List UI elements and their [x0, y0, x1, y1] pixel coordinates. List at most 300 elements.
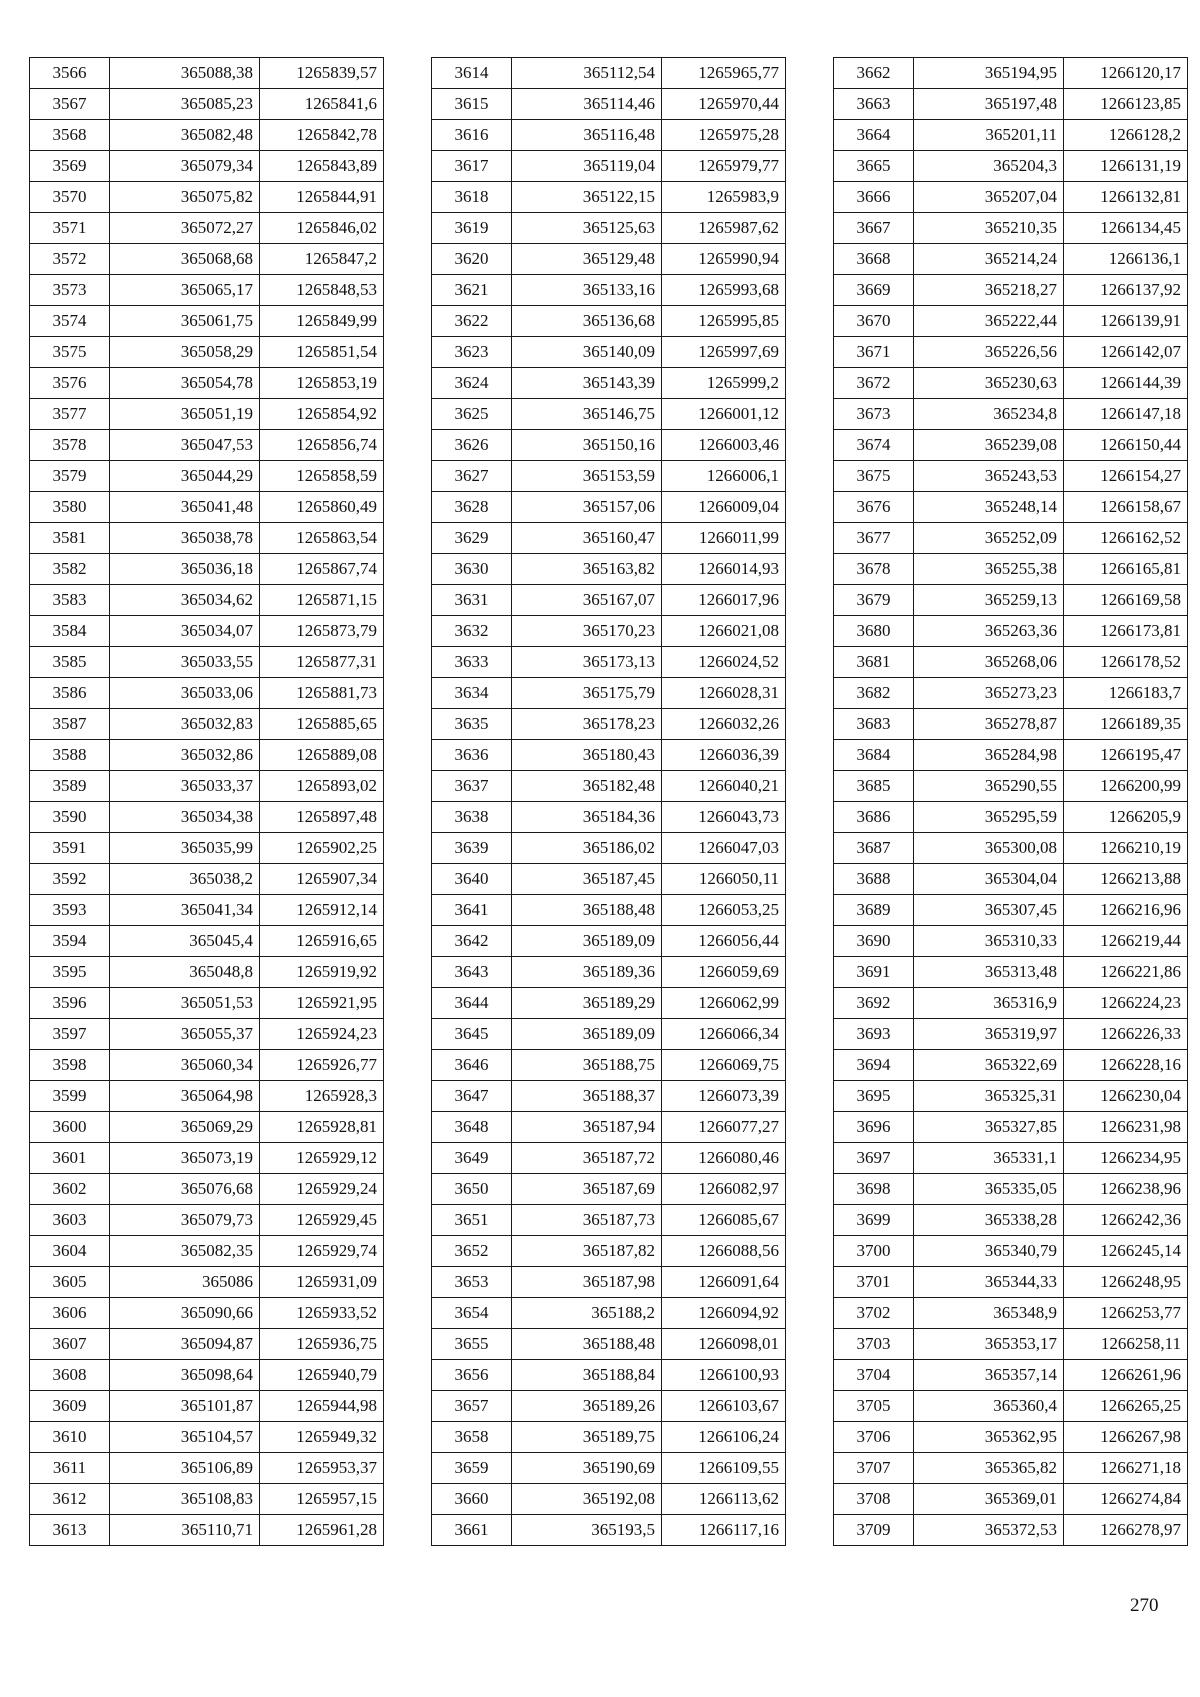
table-row [834, 368, 1188, 399]
y-coordinate-cell: 1266147,18 [1064, 399, 1188, 430]
table-row [432, 368, 786, 399]
table-row [30, 554, 384, 585]
page-number: 270 [1130, 1595, 1159, 1616]
y-coordinate-cell: 1266226,33 [1064, 1019, 1188, 1050]
table-row [30, 1391, 384, 1422]
y-coordinate-cell: 1265929,45 [260, 1205, 384, 1236]
table-row [432, 895, 786, 926]
y-coordinate-cell: 1265983,9 [662, 182, 786, 213]
y-coordinate-cell: 1266036,39 [662, 740, 786, 771]
table-row [30, 895, 384, 926]
x-coordinate-cell: 365069,29 [110, 1112, 260, 1143]
point-number-cell: 3688 [834, 864, 914, 895]
x-coordinate-cell: 365051,53 [110, 988, 260, 1019]
y-coordinate-cell: 1266001,12 [662, 399, 786, 430]
x-coordinate-cell: 365348,9 [914, 1298, 1064, 1329]
table-row [834, 120, 1188, 151]
x-coordinate-cell: 365338,28 [914, 1205, 1064, 1236]
table-row [432, 430, 786, 461]
point-number-cell: 3660 [432, 1484, 512, 1515]
x-coordinate-cell: 365218,27 [914, 275, 1064, 306]
point-number-cell: 3625 [432, 399, 512, 430]
y-coordinate-cell: 1266021,08 [662, 616, 786, 647]
y-coordinate-cell: 1265957,15 [260, 1484, 384, 1515]
point-number-cell: 3655 [432, 1329, 512, 1360]
point-number-cell: 3567 [30, 89, 110, 120]
table-row [432, 1360, 786, 1391]
table-row [432, 554, 786, 585]
y-coordinate-cell: 1265931,09 [260, 1267, 384, 1298]
point-number-cell: 3653 [432, 1267, 512, 1298]
y-coordinate-cell: 1265990,94 [662, 244, 786, 275]
table-row [432, 988, 786, 1019]
table-row [432, 244, 786, 275]
point-number-cell: 3685 [834, 771, 914, 802]
x-coordinate-cell: 365065,17 [110, 275, 260, 306]
y-coordinate-cell: 1265926,77 [260, 1050, 384, 1081]
x-coordinate-cell: 365187,45 [512, 864, 662, 895]
y-coordinate-cell: 1266120,17 [1064, 58, 1188, 89]
x-coordinate-cell: 365175,79 [512, 678, 662, 709]
table-row [432, 864, 786, 895]
point-number-cell: 3704 [834, 1360, 914, 1391]
table-row [30, 1019, 384, 1050]
y-coordinate-cell: 1266189,35 [1064, 709, 1188, 740]
y-coordinate-cell: 1265885,65 [260, 709, 384, 740]
x-coordinate-cell: 365188,84 [512, 1360, 662, 1391]
x-coordinate-cell: 365146,75 [512, 399, 662, 430]
point-number-cell: 3682 [834, 678, 914, 709]
x-coordinate-cell: 365230,63 [914, 368, 1064, 399]
y-coordinate-cell: 1265970,44 [662, 89, 786, 120]
table-row [834, 523, 1188, 554]
y-coordinate-cell: 1266032,26 [662, 709, 786, 740]
point-number-cell: 3663 [834, 89, 914, 120]
table-row [432, 926, 786, 957]
y-coordinate-cell: 1266080,46 [662, 1143, 786, 1174]
point-number-cell: 3590 [30, 802, 110, 833]
table-row [432, 1484, 786, 1515]
y-coordinate-cell: 1266137,92 [1064, 275, 1188, 306]
table-row [30, 1236, 384, 1267]
x-coordinate-cell: 365157,06 [512, 492, 662, 523]
table-row [30, 492, 384, 523]
y-coordinate-cell: 1266014,93 [662, 554, 786, 585]
table-row [30, 1298, 384, 1329]
y-coordinate-cell: 1266011,99 [662, 523, 786, 554]
table-row [834, 1019, 1188, 1050]
x-coordinate-cell: 365189,09 [512, 926, 662, 957]
point-number-cell: 3601 [30, 1143, 110, 1174]
x-coordinate-cell: 365038,78 [110, 523, 260, 554]
table-row [432, 337, 786, 368]
y-coordinate-cell: 1266113,62 [662, 1484, 786, 1515]
table-row [834, 895, 1188, 926]
x-coordinate-cell: 365187,69 [512, 1174, 662, 1205]
point-number-cell: 3586 [30, 678, 110, 709]
y-coordinate-cell: 1266062,99 [662, 988, 786, 1019]
point-number-cell: 3706 [834, 1422, 914, 1453]
table-row [834, 1174, 1188, 1205]
table-row [432, 523, 786, 554]
x-coordinate-cell: 365243,53 [914, 461, 1064, 492]
point-number-cell: 3621 [432, 275, 512, 306]
x-coordinate-cell: 365193,5 [512, 1515, 662, 1546]
table-row [30, 740, 384, 771]
point-number-cell: 3584 [30, 616, 110, 647]
x-coordinate-cell: 365122,15 [512, 182, 662, 213]
y-coordinate-cell: 1266139,91 [1064, 306, 1188, 337]
y-coordinate-cell: 1266228,16 [1064, 1050, 1188, 1081]
y-coordinate-cell: 1266085,67 [662, 1205, 786, 1236]
x-coordinate-cell: 365079,73 [110, 1205, 260, 1236]
point-number-cell: 3635 [432, 709, 512, 740]
x-coordinate-cell: 365360,4 [914, 1391, 1064, 1422]
x-coordinate-cell: 365167,07 [512, 585, 662, 616]
y-coordinate-cell: 1266024,52 [662, 647, 786, 678]
y-coordinate-cell: 1265953,37 [260, 1453, 384, 1484]
point-number-cell: 3651 [432, 1205, 512, 1236]
point-number-cell: 3619 [432, 213, 512, 244]
y-coordinate-cell: 1265871,15 [260, 585, 384, 616]
point-number-cell: 3585 [30, 647, 110, 678]
y-coordinate-cell: 1266261,96 [1064, 1360, 1188, 1391]
point-number-cell: 3633 [432, 647, 512, 678]
table-row [834, 833, 1188, 864]
point-number-cell: 3664 [834, 120, 914, 151]
y-coordinate-cell: 1265965,77 [662, 58, 786, 89]
point-number-cell: 3654 [432, 1298, 512, 1329]
x-coordinate-cell: 365034,62 [110, 585, 260, 616]
point-number-cell: 3669 [834, 275, 914, 306]
point-number-cell: 3597 [30, 1019, 110, 1050]
point-number-cell: 3672 [834, 368, 914, 399]
x-coordinate-cell: 365188,75 [512, 1050, 662, 1081]
y-coordinate-cell: 1266017,96 [662, 585, 786, 616]
x-coordinate-cell: 365187,82 [512, 1236, 662, 1267]
y-coordinate-cell: 1266094,92 [662, 1298, 786, 1329]
x-coordinate-cell: 365325,31 [914, 1081, 1064, 1112]
table-row [30, 1329, 384, 1360]
y-coordinate-cell: 1265919,92 [260, 957, 384, 988]
y-coordinate-cell: 1266150,44 [1064, 430, 1188, 461]
table-row [30, 957, 384, 988]
point-number-cell: 3668 [834, 244, 914, 275]
y-coordinate-cell: 1265846,02 [260, 213, 384, 244]
table-row [30, 802, 384, 833]
y-coordinate-cell: 1266082,97 [662, 1174, 786, 1205]
point-number-cell: 3641 [432, 895, 512, 926]
y-coordinate-cell: 1266267,98 [1064, 1422, 1188, 1453]
point-number-cell: 3631 [432, 585, 512, 616]
x-coordinate-cell: 365226,56 [914, 337, 1064, 368]
x-coordinate-cell: 365331,1 [914, 1143, 1064, 1174]
x-coordinate-cell: 365178,23 [512, 709, 662, 740]
y-coordinate-cell: 1266132,81 [1064, 182, 1188, 213]
x-coordinate-cell: 365207,04 [914, 182, 1064, 213]
y-coordinate-cell: 1266144,39 [1064, 368, 1188, 399]
y-coordinate-cell: 1265881,73 [260, 678, 384, 709]
x-coordinate-cell: 365033,55 [110, 647, 260, 678]
y-coordinate-cell: 1266059,69 [662, 957, 786, 988]
y-coordinate-cell: 1265975,28 [662, 120, 786, 151]
x-coordinate-cell: 365284,98 [914, 740, 1064, 771]
table-row [432, 1143, 786, 1174]
y-coordinate-cell: 1266213,88 [1064, 864, 1188, 895]
y-coordinate-cell: 1266242,36 [1064, 1205, 1188, 1236]
x-coordinate-cell: 365150,16 [512, 430, 662, 461]
table-row [30, 1422, 384, 1453]
point-number-cell: 3656 [432, 1360, 512, 1391]
table-row [432, 709, 786, 740]
table-row [432, 1050, 786, 1081]
table-row [834, 1515, 1188, 1546]
x-coordinate-cell: 365189,26 [512, 1391, 662, 1422]
x-coordinate-cell: 365192,08 [512, 1484, 662, 1515]
y-coordinate-cell: 1265916,65 [260, 926, 384, 957]
point-number-cell: 3689 [834, 895, 914, 926]
x-coordinate-cell: 365090,66 [110, 1298, 260, 1329]
x-coordinate-cell: 365248,14 [914, 492, 1064, 523]
y-coordinate-cell: 1266053,25 [662, 895, 786, 926]
table-row [834, 275, 1188, 306]
x-coordinate-cell: 365051,19 [110, 399, 260, 430]
point-number-cell: 3605 [30, 1267, 110, 1298]
x-coordinate-cell: 365112,54 [512, 58, 662, 89]
point-number-cell: 3674 [834, 430, 914, 461]
point-number-cell: 3629 [432, 523, 512, 554]
table-row [834, 461, 1188, 492]
x-coordinate-cell: 365187,73 [512, 1205, 662, 1236]
y-coordinate-cell: 1265863,54 [260, 523, 384, 554]
y-coordinate-cell: 1265856,74 [260, 430, 384, 461]
point-number-cell: 3579 [30, 461, 110, 492]
x-coordinate-cell: 365263,36 [914, 616, 1064, 647]
y-coordinate-cell: 1265961,28 [260, 1515, 384, 1546]
x-coordinate-cell: 365045,4 [110, 926, 260, 957]
table-row [30, 771, 384, 802]
x-coordinate-cell: 365034,07 [110, 616, 260, 647]
y-coordinate-cell: 1265928,3 [260, 1081, 384, 1112]
point-number-cell: 3692 [834, 988, 914, 1019]
table-row [834, 926, 1188, 957]
table-row [834, 1484, 1188, 1515]
y-coordinate-cell: 1266258,11 [1064, 1329, 1188, 1360]
x-coordinate-cell: 365064,98 [110, 1081, 260, 1112]
x-coordinate-cell: 365041,34 [110, 895, 260, 926]
y-coordinate-cell: 1265867,74 [260, 554, 384, 585]
x-coordinate-cell: 365072,27 [110, 213, 260, 244]
x-coordinate-cell: 365160,47 [512, 523, 662, 554]
coordinate-table-1 [29, 57, 384, 1546]
table-row [30, 461, 384, 492]
point-number-cell: 3676 [834, 492, 914, 523]
table-row [30, 1112, 384, 1143]
x-coordinate-cell: 365201,11 [914, 120, 1064, 151]
y-coordinate-cell: 1265997,69 [662, 337, 786, 368]
y-coordinate-cell: 1265860,49 [260, 492, 384, 523]
table-row [30, 616, 384, 647]
point-number-cell: 3634 [432, 678, 512, 709]
x-coordinate-cell: 365194,95 [914, 58, 1064, 89]
y-coordinate-cell: 1266274,84 [1064, 1484, 1188, 1515]
x-coordinate-cell: 365186,02 [512, 833, 662, 864]
point-number-cell: 3604 [30, 1236, 110, 1267]
table-row [432, 802, 786, 833]
y-coordinate-cell: 1266091,64 [662, 1267, 786, 1298]
y-coordinate-cell: 1266003,46 [662, 430, 786, 461]
x-coordinate-cell: 365268,06 [914, 647, 1064, 678]
point-number-cell: 3637 [432, 771, 512, 802]
x-coordinate-cell: 365032,83 [110, 709, 260, 740]
x-coordinate-cell: 365125,63 [512, 213, 662, 244]
x-coordinate-cell: 365082,35 [110, 1236, 260, 1267]
point-number-cell: 3662 [834, 58, 914, 89]
table-row [834, 58, 1188, 89]
x-coordinate-cell: 365322,69 [914, 1050, 1064, 1081]
table-row [432, 1112, 786, 1143]
x-coordinate-cell: 365058,29 [110, 337, 260, 368]
x-coordinate-cell: 365300,08 [914, 833, 1064, 864]
x-coordinate-cell: 365188,48 [512, 1329, 662, 1360]
table-row [432, 957, 786, 988]
x-coordinate-cell: 365187,72 [512, 1143, 662, 1174]
table-row [834, 771, 1188, 802]
table-row [834, 554, 1188, 585]
y-coordinate-cell: 1265940,79 [260, 1360, 384, 1391]
x-coordinate-cell: 365304,04 [914, 864, 1064, 895]
point-number-cell: 3707 [834, 1453, 914, 1484]
y-coordinate-cell: 1266142,07 [1064, 337, 1188, 368]
x-coordinate-cell: 365086 [110, 1267, 260, 1298]
x-coordinate-cell: 365133,16 [512, 275, 662, 306]
x-coordinate-cell: 365088,38 [110, 58, 260, 89]
x-coordinate-cell: 365234,8 [914, 399, 1064, 430]
table-row [30, 988, 384, 1019]
table-row [30, 1484, 384, 1515]
x-coordinate-cell: 365048,8 [110, 957, 260, 988]
point-number-cell: 3645 [432, 1019, 512, 1050]
y-coordinate-cell: 1266221,86 [1064, 957, 1188, 988]
y-coordinate-cell: 1265929,12 [260, 1143, 384, 1174]
table-row [432, 1081, 786, 1112]
y-coordinate-cell: 1266219,44 [1064, 926, 1188, 957]
point-number-cell: 3581 [30, 523, 110, 554]
point-number-cell: 3592 [30, 864, 110, 895]
y-coordinate-cell: 1265849,99 [260, 306, 384, 337]
table-row [432, 771, 786, 802]
y-coordinate-cell: 1266134,45 [1064, 213, 1188, 244]
y-coordinate-cell: 1266077,27 [662, 1112, 786, 1143]
table-row [834, 864, 1188, 895]
x-coordinate-cell: 365369,01 [914, 1484, 1064, 1515]
point-number-cell: 3684 [834, 740, 914, 771]
point-number-cell: 3583 [30, 585, 110, 616]
x-coordinate-cell: 365189,75 [512, 1422, 662, 1453]
point-number-cell: 3709 [834, 1515, 914, 1546]
table-row [834, 1391, 1188, 1422]
point-number-cell: 3670 [834, 306, 914, 337]
x-coordinate-cell: 365188,2 [512, 1298, 662, 1329]
x-coordinate-cell: 365189,29 [512, 988, 662, 1019]
table-row [432, 833, 786, 864]
x-coordinate-cell: 365041,48 [110, 492, 260, 523]
table-row [834, 244, 1188, 275]
x-coordinate-cell: 365204,3 [914, 151, 1064, 182]
point-number-cell: 3573 [30, 275, 110, 306]
point-number-cell: 3642 [432, 926, 512, 957]
y-coordinate-cell: 1266131,19 [1064, 151, 1188, 182]
point-number-cell: 3697 [834, 1143, 914, 1174]
point-number-cell: 3577 [30, 399, 110, 430]
y-coordinate-cell: 1265851,54 [260, 337, 384, 368]
x-coordinate-cell: 365188,37 [512, 1081, 662, 1112]
x-coordinate-cell: 365143,39 [512, 368, 662, 399]
x-coordinate-cell: 365273,23 [914, 678, 1064, 709]
point-number-cell: 3591 [30, 833, 110, 864]
table-row [432, 306, 786, 337]
table-row [432, 1174, 786, 1205]
table-row [30, 926, 384, 957]
table-row [834, 1329, 1188, 1360]
table-row [30, 864, 384, 895]
y-coordinate-cell: 1266098,01 [662, 1329, 786, 1360]
y-coordinate-cell: 1265853,19 [260, 368, 384, 399]
table-row [432, 740, 786, 771]
x-coordinate-cell: 365353,17 [914, 1329, 1064, 1360]
table-row [30, 89, 384, 120]
x-coordinate-cell: 365136,68 [512, 306, 662, 337]
y-coordinate-cell: 1265873,79 [260, 616, 384, 647]
point-number-cell: 3582 [30, 554, 110, 585]
x-coordinate-cell: 365068,68 [110, 244, 260, 275]
x-coordinate-cell: 365180,43 [512, 740, 662, 771]
point-number-cell: 3678 [834, 554, 914, 585]
table-row [834, 492, 1188, 523]
table-row [30, 151, 384, 182]
table-row [30, 399, 384, 430]
x-coordinate-cell: 365252,09 [914, 523, 1064, 554]
x-coordinate-cell: 365335,05 [914, 1174, 1064, 1205]
y-coordinate-cell: 1266154,27 [1064, 461, 1188, 492]
table-row [432, 647, 786, 678]
y-coordinate-cell: 1266050,11 [662, 864, 786, 895]
table-row [834, 1453, 1188, 1484]
point-number-cell: 3572 [30, 244, 110, 275]
y-coordinate-cell: 1265993,68 [662, 275, 786, 306]
point-number-cell: 3683 [834, 709, 914, 740]
point-number-cell: 3694 [834, 1050, 914, 1081]
table-row [30, 585, 384, 616]
table-row [432, 678, 786, 709]
x-coordinate-cell: 365101,87 [110, 1391, 260, 1422]
y-coordinate-cell: 1266200,99 [1064, 771, 1188, 802]
point-number-cell: 3596 [30, 988, 110, 1019]
point-number-cell: 3608 [30, 1360, 110, 1391]
table-row [834, 182, 1188, 213]
point-number-cell: 3570 [30, 182, 110, 213]
y-coordinate-cell: 1266195,47 [1064, 740, 1188, 771]
point-number-cell: 3607 [30, 1329, 110, 1360]
x-coordinate-cell: 365210,35 [914, 213, 1064, 244]
x-coordinate-cell: 365033,37 [110, 771, 260, 802]
table-row [30, 1050, 384, 1081]
point-number-cell: 3705 [834, 1391, 914, 1422]
point-number-cell: 3614 [432, 58, 512, 89]
y-coordinate-cell: 1266162,52 [1064, 523, 1188, 554]
table-row [30, 1453, 384, 1484]
x-coordinate-cell: 365327,85 [914, 1112, 1064, 1143]
